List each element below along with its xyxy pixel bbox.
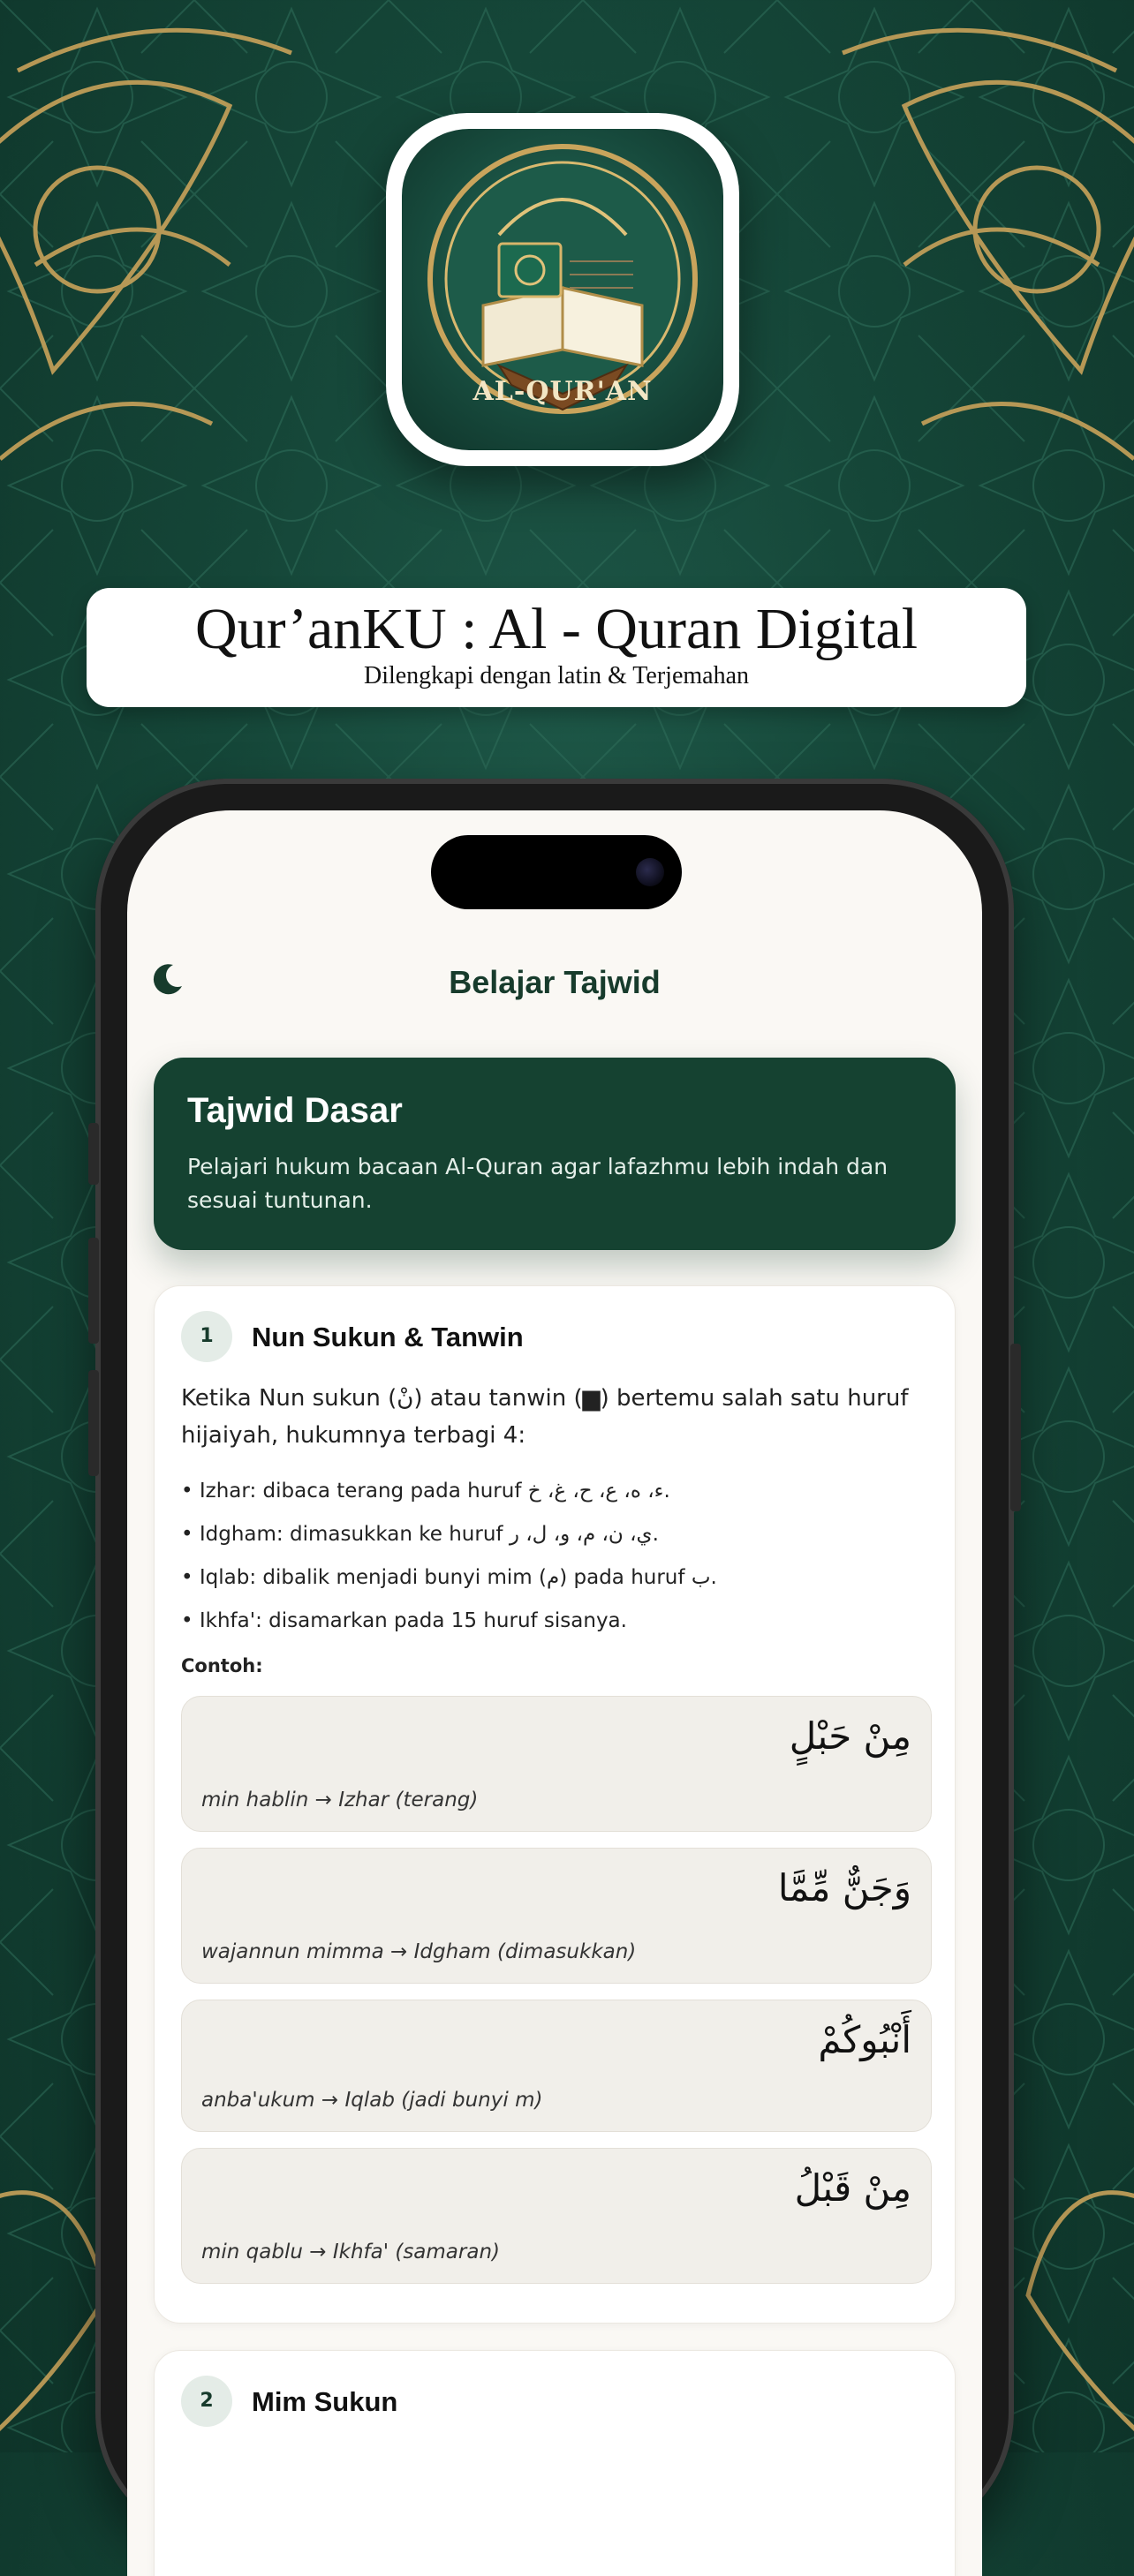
- example-transliteration: wajannun mimma → Idgham (dimasukkan): [201, 1940, 637, 1963]
- phone-volume-down-button: [88, 1370, 99, 1476]
- example-arabic: مِنْ قَبْلُ: [794, 2166, 911, 2210]
- rule-list: [181, 1470, 923, 1643]
- section-card-nun-sukun[interactable]: [154, 1285, 956, 2324]
- example-arabic: أَنْبُوكُمْ: [818, 2018, 911, 2061]
- hero-card: [154, 1058, 956, 1250]
- dynamic-island: [431, 835, 682, 909]
- phone-volume-up-button: [88, 1238, 99, 1344]
- banner-subtitle: Dilengkapi dengan latin & Terjemahan: [363, 662, 750, 689]
- section-card-mim-sukun[interactable]: [154, 2350, 956, 2576]
- icon-caption: AL-QUR'AN: [472, 376, 653, 407]
- section-number-badge: 1: [181, 1311, 232, 1362]
- phone-side-button: [88, 1123, 99, 1185]
- app-screen: [127, 810, 982, 2576]
- section-title: Nun Sukun & Tanwin: [252, 1322, 524, 1352]
- banner-title: Qur’anKU : Al - Quran Digital: [194, 597, 919, 661]
- section-title: Mim Sukun: [252, 2386, 398, 2417]
- example-item[interactable]: [181, 1848, 932, 1984]
- hero-title: Tajwid Dasar: [187, 1091, 403, 1130]
- example-transliteration: anba'ukum → Iqlab (jadi bunyi m): [201, 2089, 543, 2112]
- rule-item-idgham: • Idgham: dimasukkan ke huruf ي، ن، م، و، ل، ر.: [181, 1523, 659, 1546]
- examples-label: Contoh:: [181, 1655, 263, 1676]
- example-item[interactable]: [181, 2000, 932, 2132]
- camera-icon: [636, 858, 664, 886]
- phone-mockup: [95, 779, 1014, 2544]
- rule-item-izhar: • Izhar: dibaca terang pada huruf ء، ه، ع، ح، غ، خ.: [181, 1480, 670, 1503]
- app-icon: [386, 113, 739, 466]
- example-item[interactable]: [181, 1696, 932, 1832]
- hero-description: Pelajari hukum bacaan Al-Quran agar lafazhmu lebih indah dan sesuai tuntunan.: [187, 1154, 888, 1213]
- example-transliteration: min qablu → Ikhfa' (samaran): [201, 2241, 500, 2263]
- quran-book-icon: [402, 129, 723, 450]
- rule-item-ikhfa: • Ikhfa': disamarkan pada 15 huruf sisanya.: [181, 1609, 627, 1632]
- example-arabic: وَجَنٌّ مِّمَّا: [777, 1866, 911, 1909]
- phone-power-button: [1010, 1344, 1021, 1511]
- example-arabic: مِنْ حَبْلٍ: [789, 1714, 911, 1758]
- page-title: Belajar Tajwid: [449, 964, 661, 1000]
- example-transliteration: min hablin → Izhar (terang): [201, 1789, 479, 1811]
- title-banner: [87, 588, 1026, 707]
- example-item[interactable]: [181, 2148, 932, 2284]
- section-intro: Ketika Nun sukun (نْ) atau tanwin (▆) bertemu salah satu huruf hijaiyah, hukumnya terbagi 4:: [181, 1385, 909, 1449]
- rule-item-iqlab: • Iqlab: dibalik menjadi bunyi mim (م) pada huruf ب.: [181, 1566, 717, 1589]
- section-number-badge: 2: [181, 2376, 232, 2427]
